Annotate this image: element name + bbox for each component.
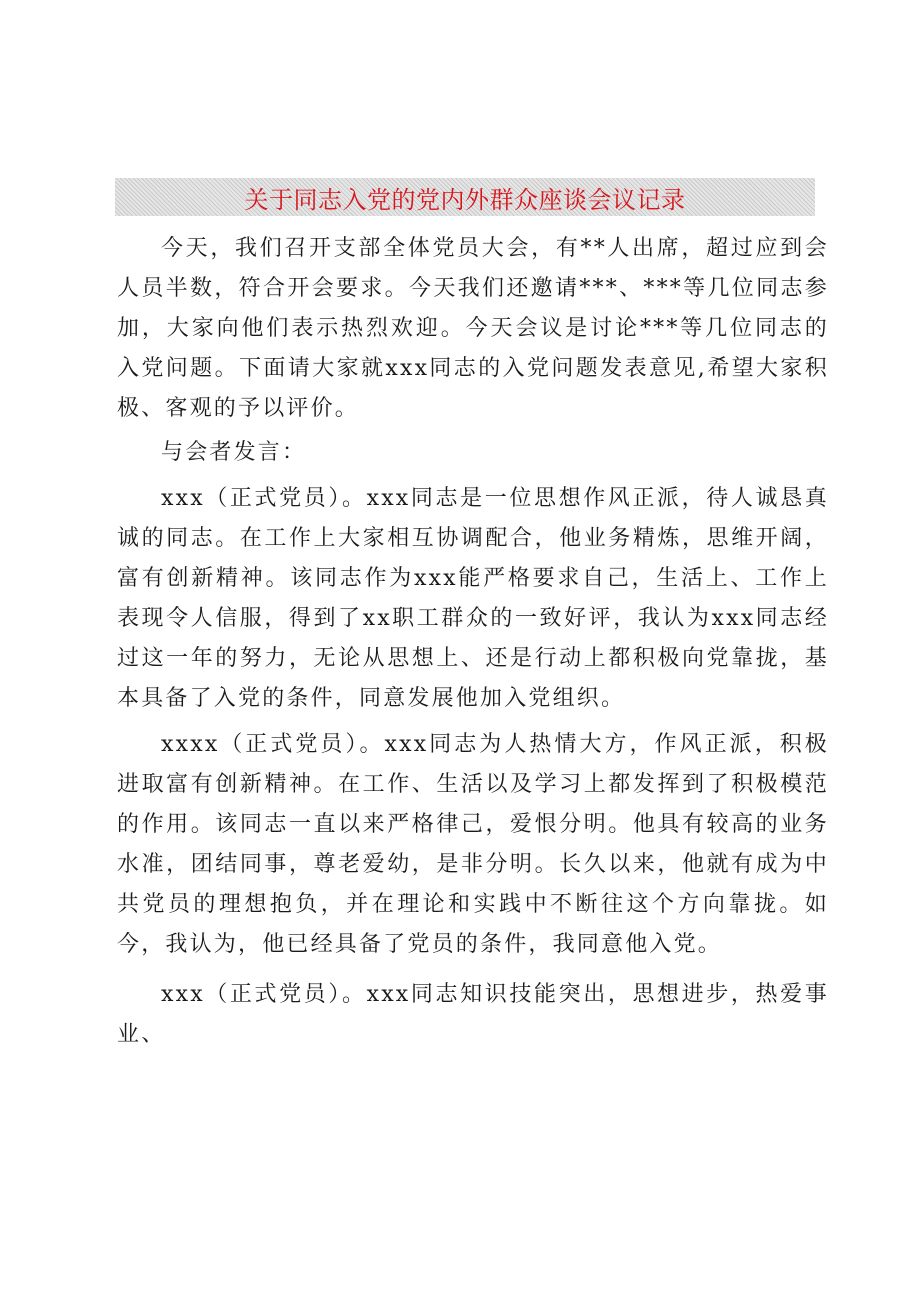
document-title-banner [115,178,815,216]
document-body [117,229,829,1055]
document-title: 关于同志入党的党内外群众座谈会议记录 [244,185,686,214]
paragraph-opening: 今天，我们召开支部全体党员大会，有**人出席，超过应到会人员半数，符合开会要求。今天我们还邀请***、***等几位同志参加，大家向他们表示热烈欢迎。今天会议是讨论***等几位同志的入党问题。下面请大家就xxx同志的入党问题发表意见,希望大家积极、客观的予以评价。 [117,236,829,421]
paragraph-speakers-heading: 与会者发言： [161,440,307,465]
paragraph-speaker-1: xxx（正式党员）。xxx同志是一位思想作风正派，待人诚恳真诚的同志。在工作上大家相互协调配合，他业务精炼，思维开阔，富有创新精神。该同志作为xxx能严格要求自己，生活上、工作上表现令人信服，得到了xx职工群众的一致好评，我认为xxx同志经过这一年的努力，无论从思想上、还是行动上都积极向党靠拢，基本具备了入党的条件，同意发展他加入党组织。 [117,486,829,711]
paragraph-speaker-3: xxx（正式党员）。xxx同志知识技能突出，思想进步，热爱事业、 [117,982,829,1047]
paragraph-speaker-2: xxxx（正式党员）。xxx同志为人热情大方，作风正派，积极进取富有创新精神。在工作、生活以及学习上都发挥到了积极模范的作用。该同志一直以来严格律己，爱恨分明。他具有较高的业务水准，团结同事，尊老爱幼，是非分明。长久以来，他就有成为中共党员的理想抱负，并在理论和实践中不断往这个方向靠拢。如今，我认为，他已经具备了党员的条件，我同意他入党。 [117,732,829,957]
